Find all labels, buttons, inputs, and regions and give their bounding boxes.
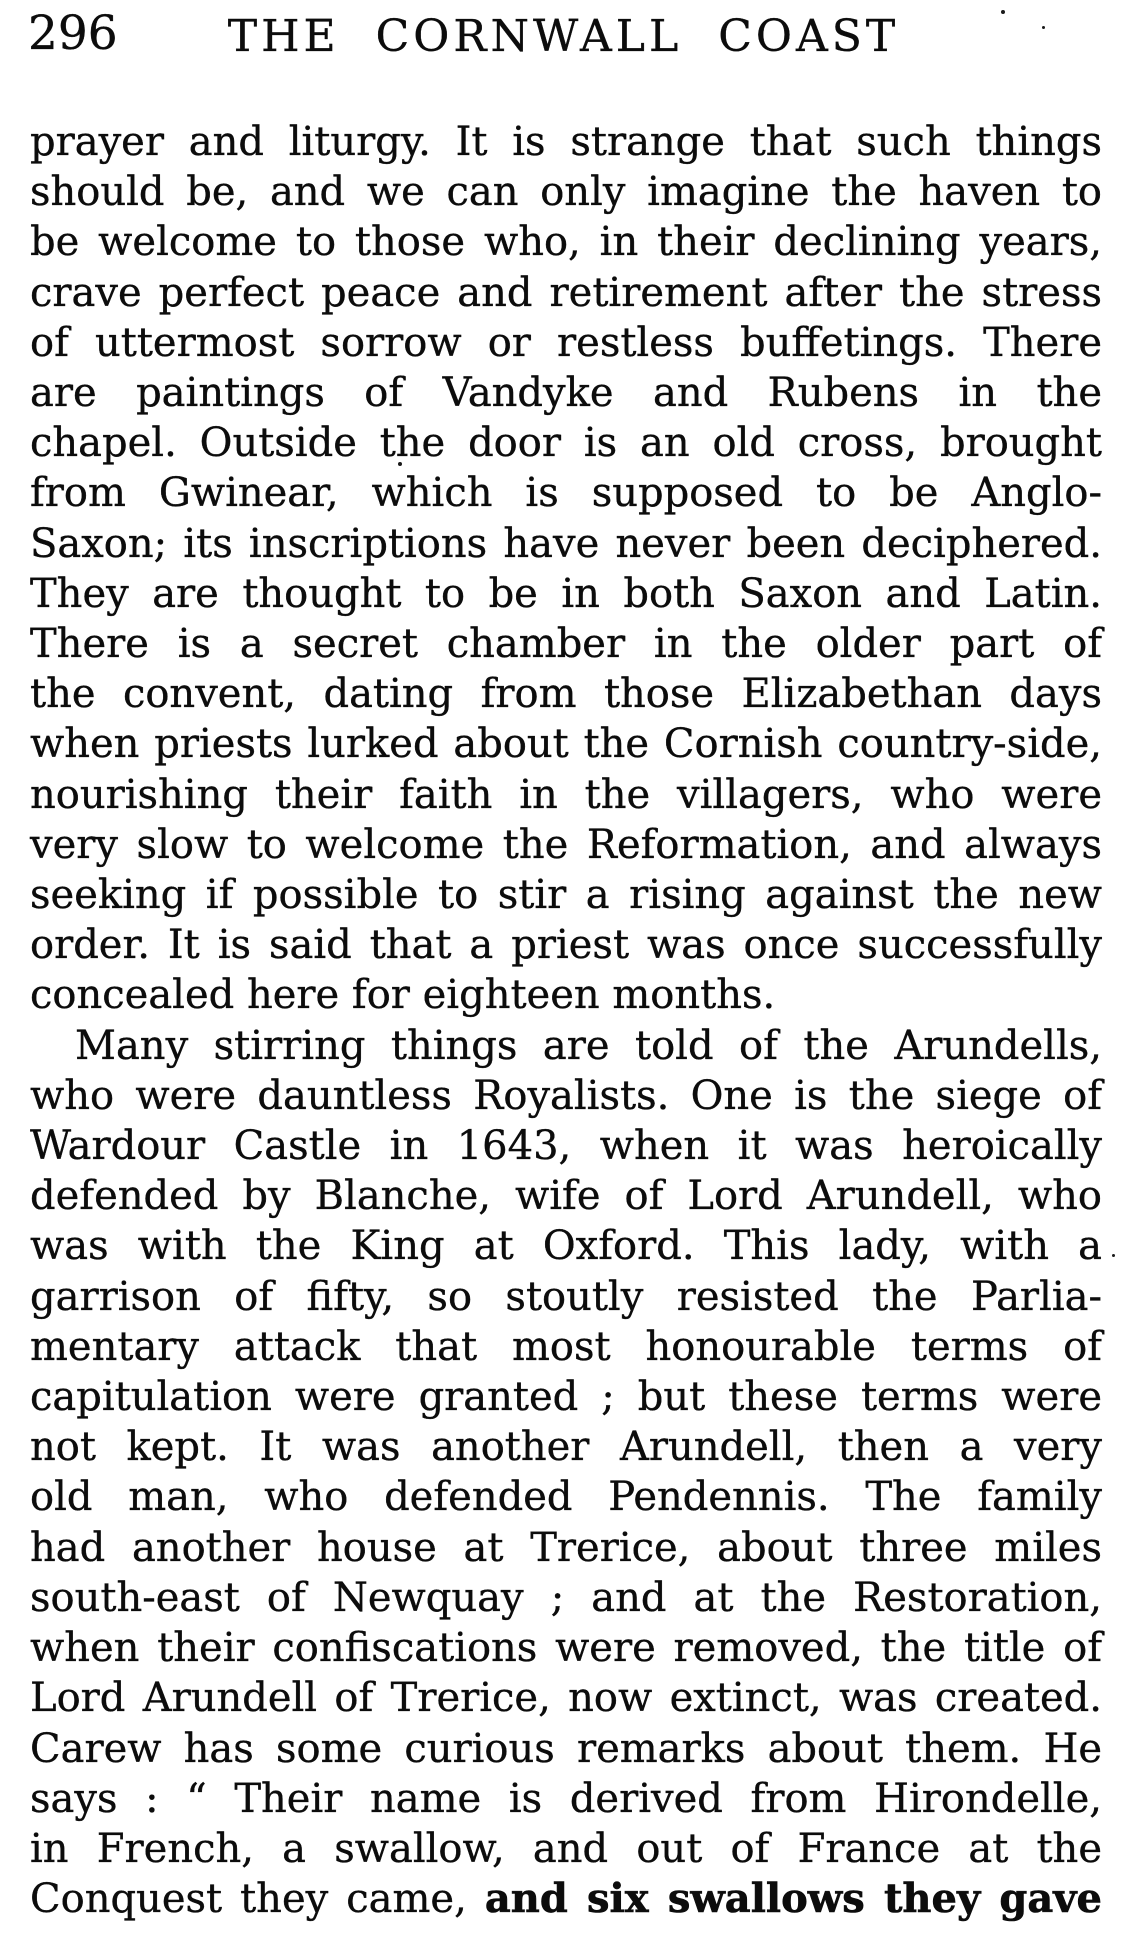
scan-speck — [1042, 26, 1045, 29]
text-line: be welcome to those who, in their declining years, — [30, 219, 1102, 266]
text-line: Many stirring things are told of the Arundells, — [75, 1022, 1102, 1069]
scan-speck — [1001, 10, 1005, 14]
text-line: seeking if possible to stir a rising against the new — [30, 872, 1102, 919]
text-line: order. It is said that a priest was once successfully — [30, 922, 1102, 969]
text-line: They are thought to be in both Saxon and Latin. — [30, 570, 1102, 617]
text-line: are paintings of Vandyke and Rubens in the — [30, 370, 1102, 417]
scan-speck — [1112, 1254, 1115, 1257]
page-number: 296 — [28, 6, 118, 61]
text-line — [30, 1874, 1102, 1924]
text-line: says : “ Their name is derived from Hirondelle, — [30, 1775, 1102, 1822]
running-head — [0, 0, 1127, 80]
text-line: mentary attack that most honourable terms of — [30, 1323, 1102, 1370]
text-line: old man, who defended Pendennis. The family — [30, 1474, 1102, 1521]
text-line: south-east of Newquay ; and at the Restoration, — [30, 1574, 1102, 1621]
text-line: when priests lurked about the Cornish country-side, — [30, 721, 1102, 768]
text-line: not kept. It was another Arundell, then a very — [30, 1424, 1102, 1471]
text-line: Carew has some curious remarks about them. He — [30, 1725, 1102, 1772]
paragraph — [30, 1021, 1102, 1925]
text-run: Conquest they came, — [30, 1876, 485, 1923]
text-line: who were dauntless Royalists. One is the siege of — [30, 1072, 1102, 1119]
text-line: had another house at Trerice, about three miles — [30, 1524, 1102, 1571]
text-line: Lord Arundell of Trerice, now extinct, was created. — [30, 1675, 1102, 1722]
text-line: from Gwinear, which is supposed to be Anglo- — [30, 470, 1102, 517]
text-line: chapel. Outside the door is an old cross, brought — [30, 420, 1102, 467]
text-line: in French, a swallow, and out of France at the — [30, 1825, 1102, 1872]
text-line: capitulation were granted ; but these terms were — [30, 1374, 1102, 1421]
text-line: when their confiscations were removed, the title of — [30, 1625, 1102, 1672]
text-line: garrison of fifty, so stoutly resisted the Parlia- — [30, 1273, 1102, 1320]
text-line: concealed here for eighteen months. — [30, 972, 776, 1019]
text-line: defended by Blanche, wife of Lord Arundell, who — [30, 1173, 1102, 1220]
text-line: crave perfect peace and retirement after the stress — [30, 269, 1102, 316]
text-line: should be, and we can only imagine the haven to — [30, 169, 1102, 216]
text-line: nourishing their faith in the villagers, who were — [30, 771, 1102, 818]
text-line: Wardour Castle in 1643, when it was heroically — [30, 1123, 1102, 1170]
text-line: prayer and liturgy. It is strange that such things — [30, 119, 1102, 165]
page-title: THE CORNWALL COAST — [227, 11, 900, 62]
text-line: very slow to welcome the Reformation, and always — [30, 821, 1102, 868]
paragraph — [30, 117, 1102, 1021]
text-line: There is a secret chamber in the older part of — [30, 621, 1102, 668]
text-run-bold: and six swallows they gave — [484, 1875, 1102, 1923]
text-line: Saxon; its inscriptions have never been deciphered. — [30, 520, 1102, 567]
text-line: was with the King at Oxford. This lady, with a — [30, 1223, 1102, 1270]
text-line: the convent, dating from those Elizabethan days — [30, 671, 1102, 718]
page-body — [30, 117, 1102, 1924]
text-line: of uttermost sorrow or restless buffetings. There — [30, 319, 1102, 366]
